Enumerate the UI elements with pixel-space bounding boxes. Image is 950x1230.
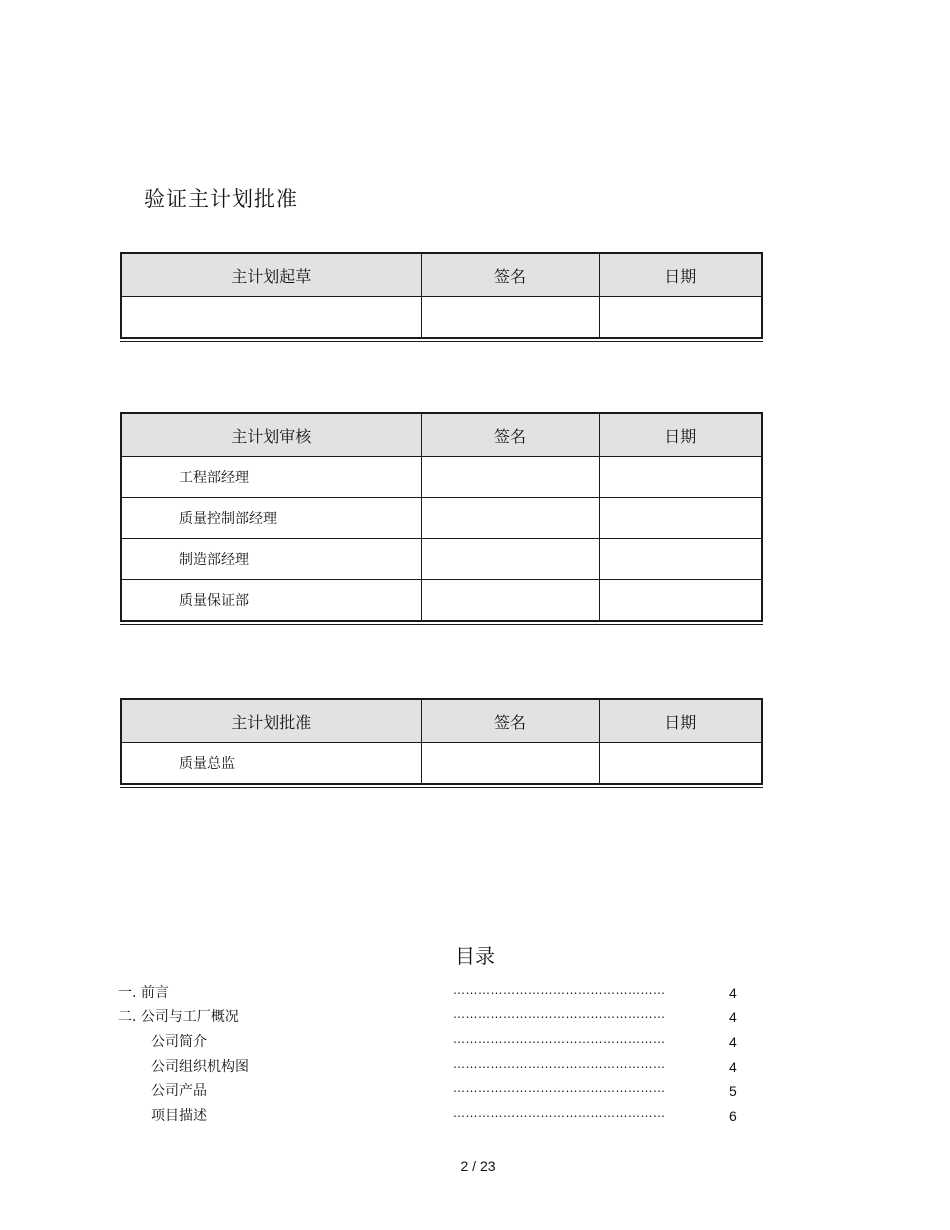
signature-cell[interactable] [421, 498, 599, 539]
toc-entry-label: 项目描述 [151, 1108, 207, 1124]
column-header-approve: 主计划批准 [121, 699, 421, 743]
toc-leader: …………………………………………… [453, 1057, 666, 1071]
column-header-signature: 签名 [421, 253, 599, 297]
toc-leader: …………………………………………… [453, 983, 666, 997]
signature-cell[interactable] [421, 539, 599, 580]
toc-page-number: 4 [729, 985, 737, 1001]
column-header-date: 日期 [599, 253, 762, 297]
signature-cell[interactable] [421, 297, 599, 339]
date-cell[interactable] [599, 539, 762, 580]
date-cell[interactable] [599, 457, 762, 498]
toc-leader: …………………………………………… [453, 1007, 666, 1021]
column-header-date: 日期 [599, 699, 762, 743]
page-indicator: 2 / 23 [460, 1158, 496, 1174]
role-cell: 质量保证部 [121, 580, 421, 622]
table-row [121, 297, 762, 339]
toc-page-number: 6 [729, 1108, 737, 1124]
toc-leader: …………………………………………… [453, 1081, 666, 1095]
toc-entry[interactable] [0, 1056, 950, 1078]
role-cell [121, 297, 421, 339]
toc-entry[interactable] [0, 1006, 950, 1028]
table-row [121, 580, 762, 622]
date-cell[interactable] [599, 498, 762, 539]
draft-approval-table [120, 252, 763, 339]
final-approval-table [120, 698, 763, 785]
toc-entry-label: 一. 前言 [118, 985, 169, 1001]
column-header-signature: 签名 [421, 699, 599, 743]
toc-entry-label: 公司产品 [151, 1083, 207, 1099]
table-row [121, 743, 762, 785]
toc-leader: …………………………………………… [453, 1106, 666, 1120]
signature-cell[interactable] [421, 743, 599, 785]
toc-title: 目录 [455, 944, 495, 968]
toc-page-number: 4 [729, 1009, 737, 1025]
toc-entry-label: 公司简介 [151, 1034, 207, 1050]
toc-entry[interactable] [0, 982, 950, 1004]
date-cell[interactable] [599, 743, 762, 785]
toc-page-number: 4 [729, 1034, 737, 1050]
toc-page-number: 5 [729, 1083, 737, 1099]
table-header-row [121, 253, 762, 297]
page-title: 验证主计划批准 [144, 187, 298, 211]
role-cell: 质量总监 [121, 743, 421, 785]
signature-cell[interactable] [421, 580, 599, 622]
toc-page-number: 4 [729, 1059, 737, 1075]
toc-entry[interactable] [0, 1105, 950, 1127]
role-cell: 工程部经理 [121, 457, 421, 498]
table-row [121, 457, 762, 498]
toc-entry[interactable] [0, 1031, 950, 1053]
column-header-review: 主计划审核 [121, 413, 421, 457]
role-cell: 质量控制部经理 [121, 498, 421, 539]
toc-entry[interactable] [0, 1080, 950, 1102]
column-header-signature: 签名 [421, 413, 599, 457]
table-header-row [121, 413, 762, 457]
review-approval-table [120, 412, 763, 622]
table-row [121, 498, 762, 539]
table-header-row [121, 699, 762, 743]
toc-leader: …………………………………………… [453, 1032, 666, 1046]
signature-cell[interactable] [421, 457, 599, 498]
toc-entry-label: 公司组织机构图 [151, 1059, 249, 1075]
role-cell: 制造部经理 [121, 539, 421, 580]
date-cell[interactable] [599, 580, 762, 622]
date-cell[interactable] [599, 297, 762, 339]
column-header-date: 日期 [599, 413, 762, 457]
table-row [121, 539, 762, 580]
toc-entry-label: 二. 公司与工厂概况 [118, 1009, 239, 1025]
column-header-draft: 主计划起草 [121, 253, 421, 297]
